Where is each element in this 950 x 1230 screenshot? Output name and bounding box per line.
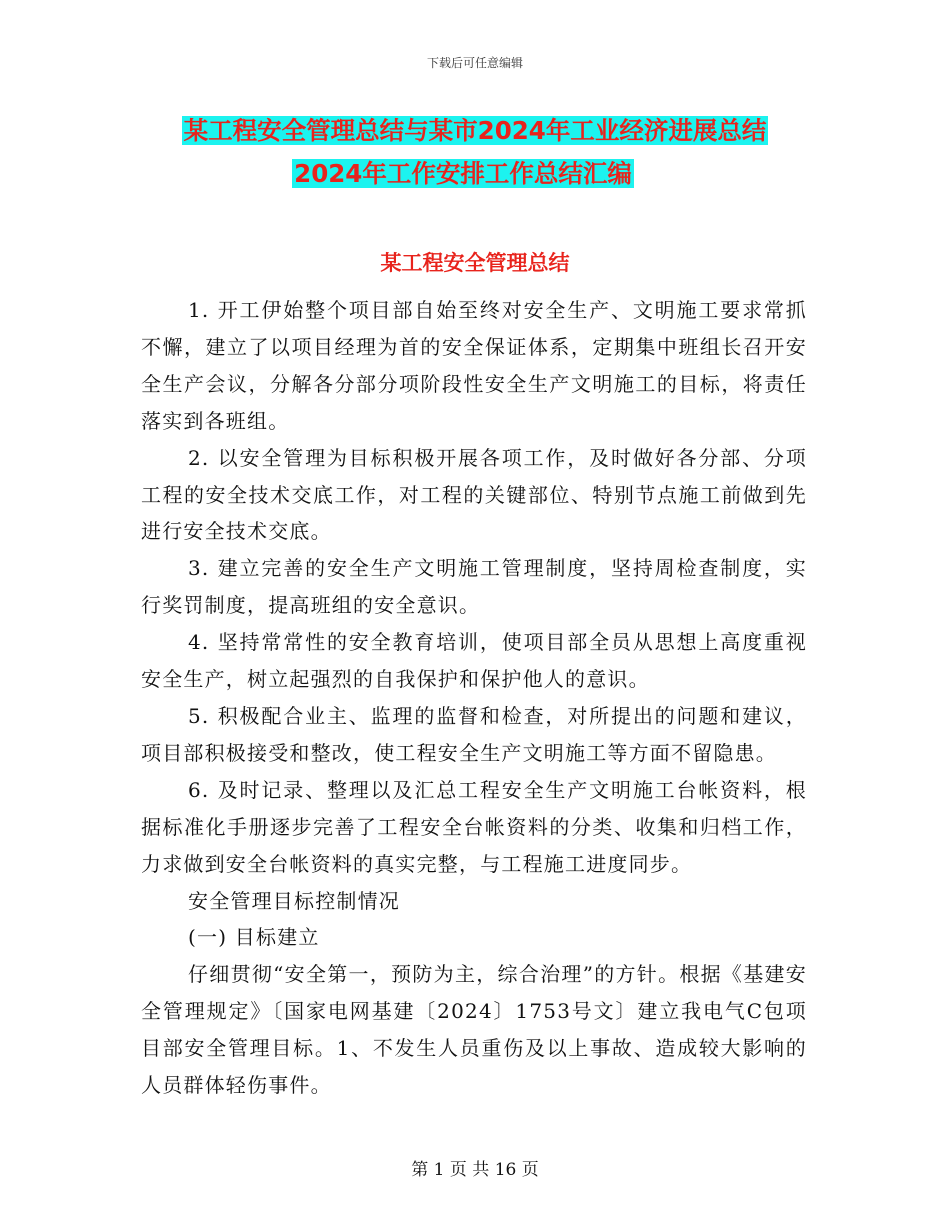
- section-title: 某工程安全管理总结: [380, 251, 570, 275]
- subheading-safety-targets: 安全管理目标控制情况: [188, 888, 400, 913]
- paragraph-5: 5. 积极配合业主、监理的监督和检查，对所提出的问题和建议，项目部积极接受和整改，使工程安全生产文明施工等方面不留隐患。: [141, 703, 807, 765]
- paragraph-2: 2. 以安全管理为目标积极开展各项工作，及时做好各分部、分项工程的安全技术交底工作，对工程的关键部位、特别节点施工前做到先进行安全技术交底。: [141, 445, 807, 544]
- paragraph-3: 3. 建立完善的安全生产文明施工管理制度，坚持周检查制度，实行奖罚制度，提高班组的安全意识。: [141, 556, 807, 618]
- document-title-line-2-text: 2024年工作安排工作总结汇编: [294, 159, 632, 188]
- document-body: [141, 292, 807, 1104]
- document-title-line-1-text: 某工程安全管理总结与某市2024年工业经济进展总结: [183, 116, 767, 145]
- page-footer: 第 1 页 共 16 页: [411, 1160, 539, 1180]
- paragraph-4: 4. 坚持常常性的安全教育培训，使项目部全员从思想上高度重视安全生产，树立起强烈的自我保护和保护他人的意识。: [141, 630, 807, 692]
- paragraph-policy: 仔细贯彻“安全第一，预防为主，综合治理”的方针。根据《基建安全管理规定》〔国家电网基建〔2024〕1753号文〕建立我电气C包项目部安全管理目标。1、不发生人员重伤及以上事故、造成较大影响的人员群体轻伤事件。: [141, 962, 807, 1098]
- subheading-target-setup: (一) 目标建立: [188, 925, 320, 950]
- document-title-line-2: [0, 155, 938, 193]
- paragraph-1: 1. 开工伊始整个项目部自始至终对安全生产、文明施工要求常抓不懈，建立了以项目经理为首的安全保证体系，定期集中班组长召开安全生产会议，分解各分部分项阶段性安全生产文明施工的目标，将责任落实到各班组。: [141, 298, 807, 433]
- paragraph-6: 6. 及时记录、整理以及汇总工程安全生产文明施工台帐资料，根据标准化手册逐步完善了工程安全台帐资料的分类、收集和归档工作，力求做到安全台帐资料的真实完整，与工程施工进度同步。: [141, 777, 807, 876]
- header-note: 下载后可任意编辑: [426, 56, 523, 70]
- document-title-line-1: [0, 112, 950, 150]
